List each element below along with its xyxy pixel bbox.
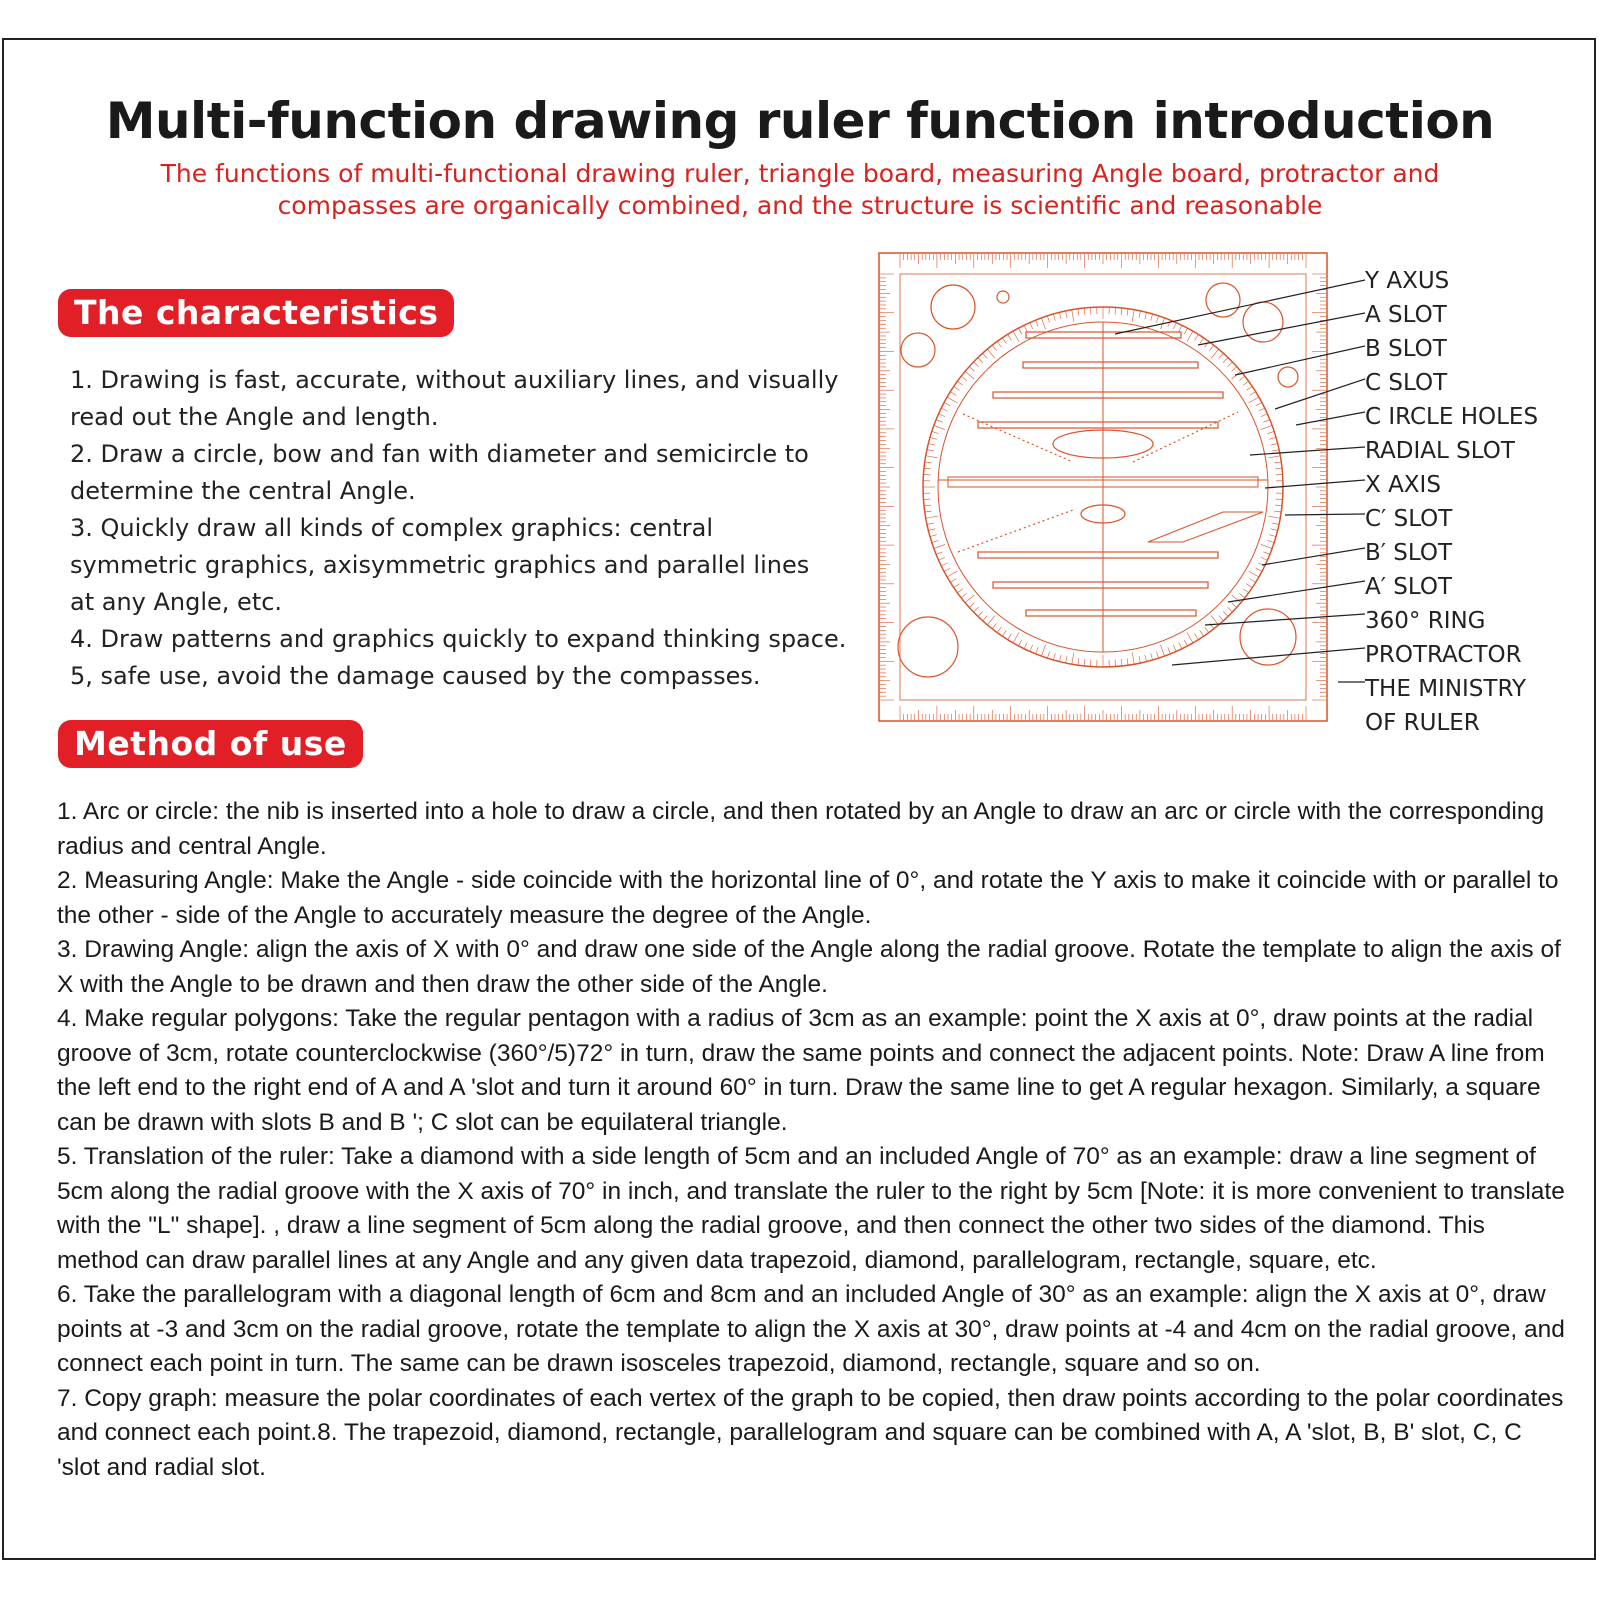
characteristics-line: 4. Draw patterns and graphics quickly to expand thinking space. [70,625,847,653]
method-heading: Method of use [58,720,363,768]
label-radial-slot: RADIAL SLOT [1365,438,1515,464]
label-360-ring: 360° RING [1365,608,1486,634]
method-paragraph: 4. Make regular polygons: Take the regular pentagon with a radius of 3cm as an example: point the X axis at 0°, draw points at the radial groove of 3cm, rotate counterclockwise (360°/5)72° in turn, draw the same points and connect the adjacent points. Note: Draw A line from the left end to the right end of A and A 'slot and turn it around 60° in turn. Draw the same line to get A regular hexagon. Similarly, a square can be drawn with slots B and B '; C slot can be equilateral triangle. [57,1005,1545,1136]
characteristics-list [70,362,890,695]
characteristics-line: 5, safe use, avoid the damage caused by the compasses. [70,662,761,690]
characteristics-line: 1. Drawing is fast, accurate, without auxiliary lines, and visually [70,366,839,394]
method-list [57,795,1567,1485]
label-a-slot: A SLOT [1365,302,1447,328]
page-subtitle: The functions of multi-functional drawing ruler, triangle board, measuring Angle board, protractor and compasses are organically combined, and the structure is scientific and reasonable [160,159,1440,220]
method-paragraph: 3. Drawing Angle: align the axis of X with 0° and draw one side of the Angle along the radial groove. Rotate the template to align the axis of X with the Angle to be drawn and then draw the other side of the Angle. [57,936,1561,998]
label-c-prime-slot: C′ SLOT [1365,506,1453,532]
characteristics-line: at any Angle, etc. [70,588,283,616]
characteristics-line: symmetric graphics, axisymmetric graphics and parallel lines [70,551,810,579]
label-protractor: PROTRACTOR [1365,642,1522,668]
characteristics-line: read out the Angle and length. [70,403,439,431]
label-circle-holes: C IRCLE HOLES [1365,404,1539,430]
label-of-ruler: OF RULER [1365,710,1480,736]
method-paragraph: 2. Measuring Angle: Make the Angle - side coincide with the horizontal line of 0°, and rotate the Y axis to make it coincide with or parallel to the other - side of the Angle to accurately measure the degree of the Angle. [57,867,1559,929]
label-c-slot: C SLOT [1365,370,1448,396]
label-ministry: THE MINISTRY [1365,676,1527,702]
method-paragraph: 5. Translation of the ruler: Take a diamond with a side length of 5cm and an included Angle of 70° as an example: draw a line segment of 5cm along the radial groove with the X axis of 70° in inch, and translate the ruler to the right by 5cm [Note: it is more convenient to translate with the "L" shape]. , draw a line segment of 5cm along the radial groove, and then connect the other two sides of the diamond. This method can draw parallel lines at any Angle and any given data trapezoid, diamond, parallelogram, rectangle, square, etc. [57,1143,1565,1274]
ruler-diagram [878,252,1328,722]
characteristics-line: determine the central Angle. [70,477,416,505]
label-b-prime-slot: B′ SLOT [1365,540,1453,566]
characteristics-line: 3. Quickly draw all kinds of complex graphics: central [70,514,714,542]
method-paragraph: 1. Arc or circle: the nib is inserted into a hole to draw a circle, and then rotated by an Angle to draw an arc or circle with the corresponding radius and central Angle. [57,798,1545,860]
method-paragraph: 6. Take the parallelogram with a diagonal length of 6cm and 8cm and an included Angle of 30° as an example: align the X axis at 0°, draw points at -3 and 3cm on the radial groove, rotate the template to align the X axis at 30°, draw points at -4 and 4cm on the radial groove, and connect each point in turn. The same can be drawn isosceles trapezoid, diamond, rectangle, square and so on. [57,1281,1565,1377]
label-a-prime-slot: A′ SLOT [1365,574,1453,600]
page-title: Multi-function drawing ruler function introduction [105,92,1495,150]
label-b-slot: B SLOT [1365,336,1447,362]
label-y-axis: Y AXUS [1365,268,1450,294]
ruler-part-labels [1365,264,1595,740]
method-paragraph: 7. Copy graph: measure the polar coordinates of each vertex of the graph to be copied, then draw points according to the polar coordinates and connect each point.8. The trapezoid, diamond, rectangle, parallelogram and square can be combined with A, A 'slot, B, B' slot, C, C 'slot and radial slot. [57,1384,1564,1481]
characteristics-heading: The characteristics [58,289,454,337]
characteristics-line: 2. Draw a circle, bow and fan with diameter and semicircle to [70,440,809,468]
label-x-axis: X AXIS [1365,472,1441,498]
